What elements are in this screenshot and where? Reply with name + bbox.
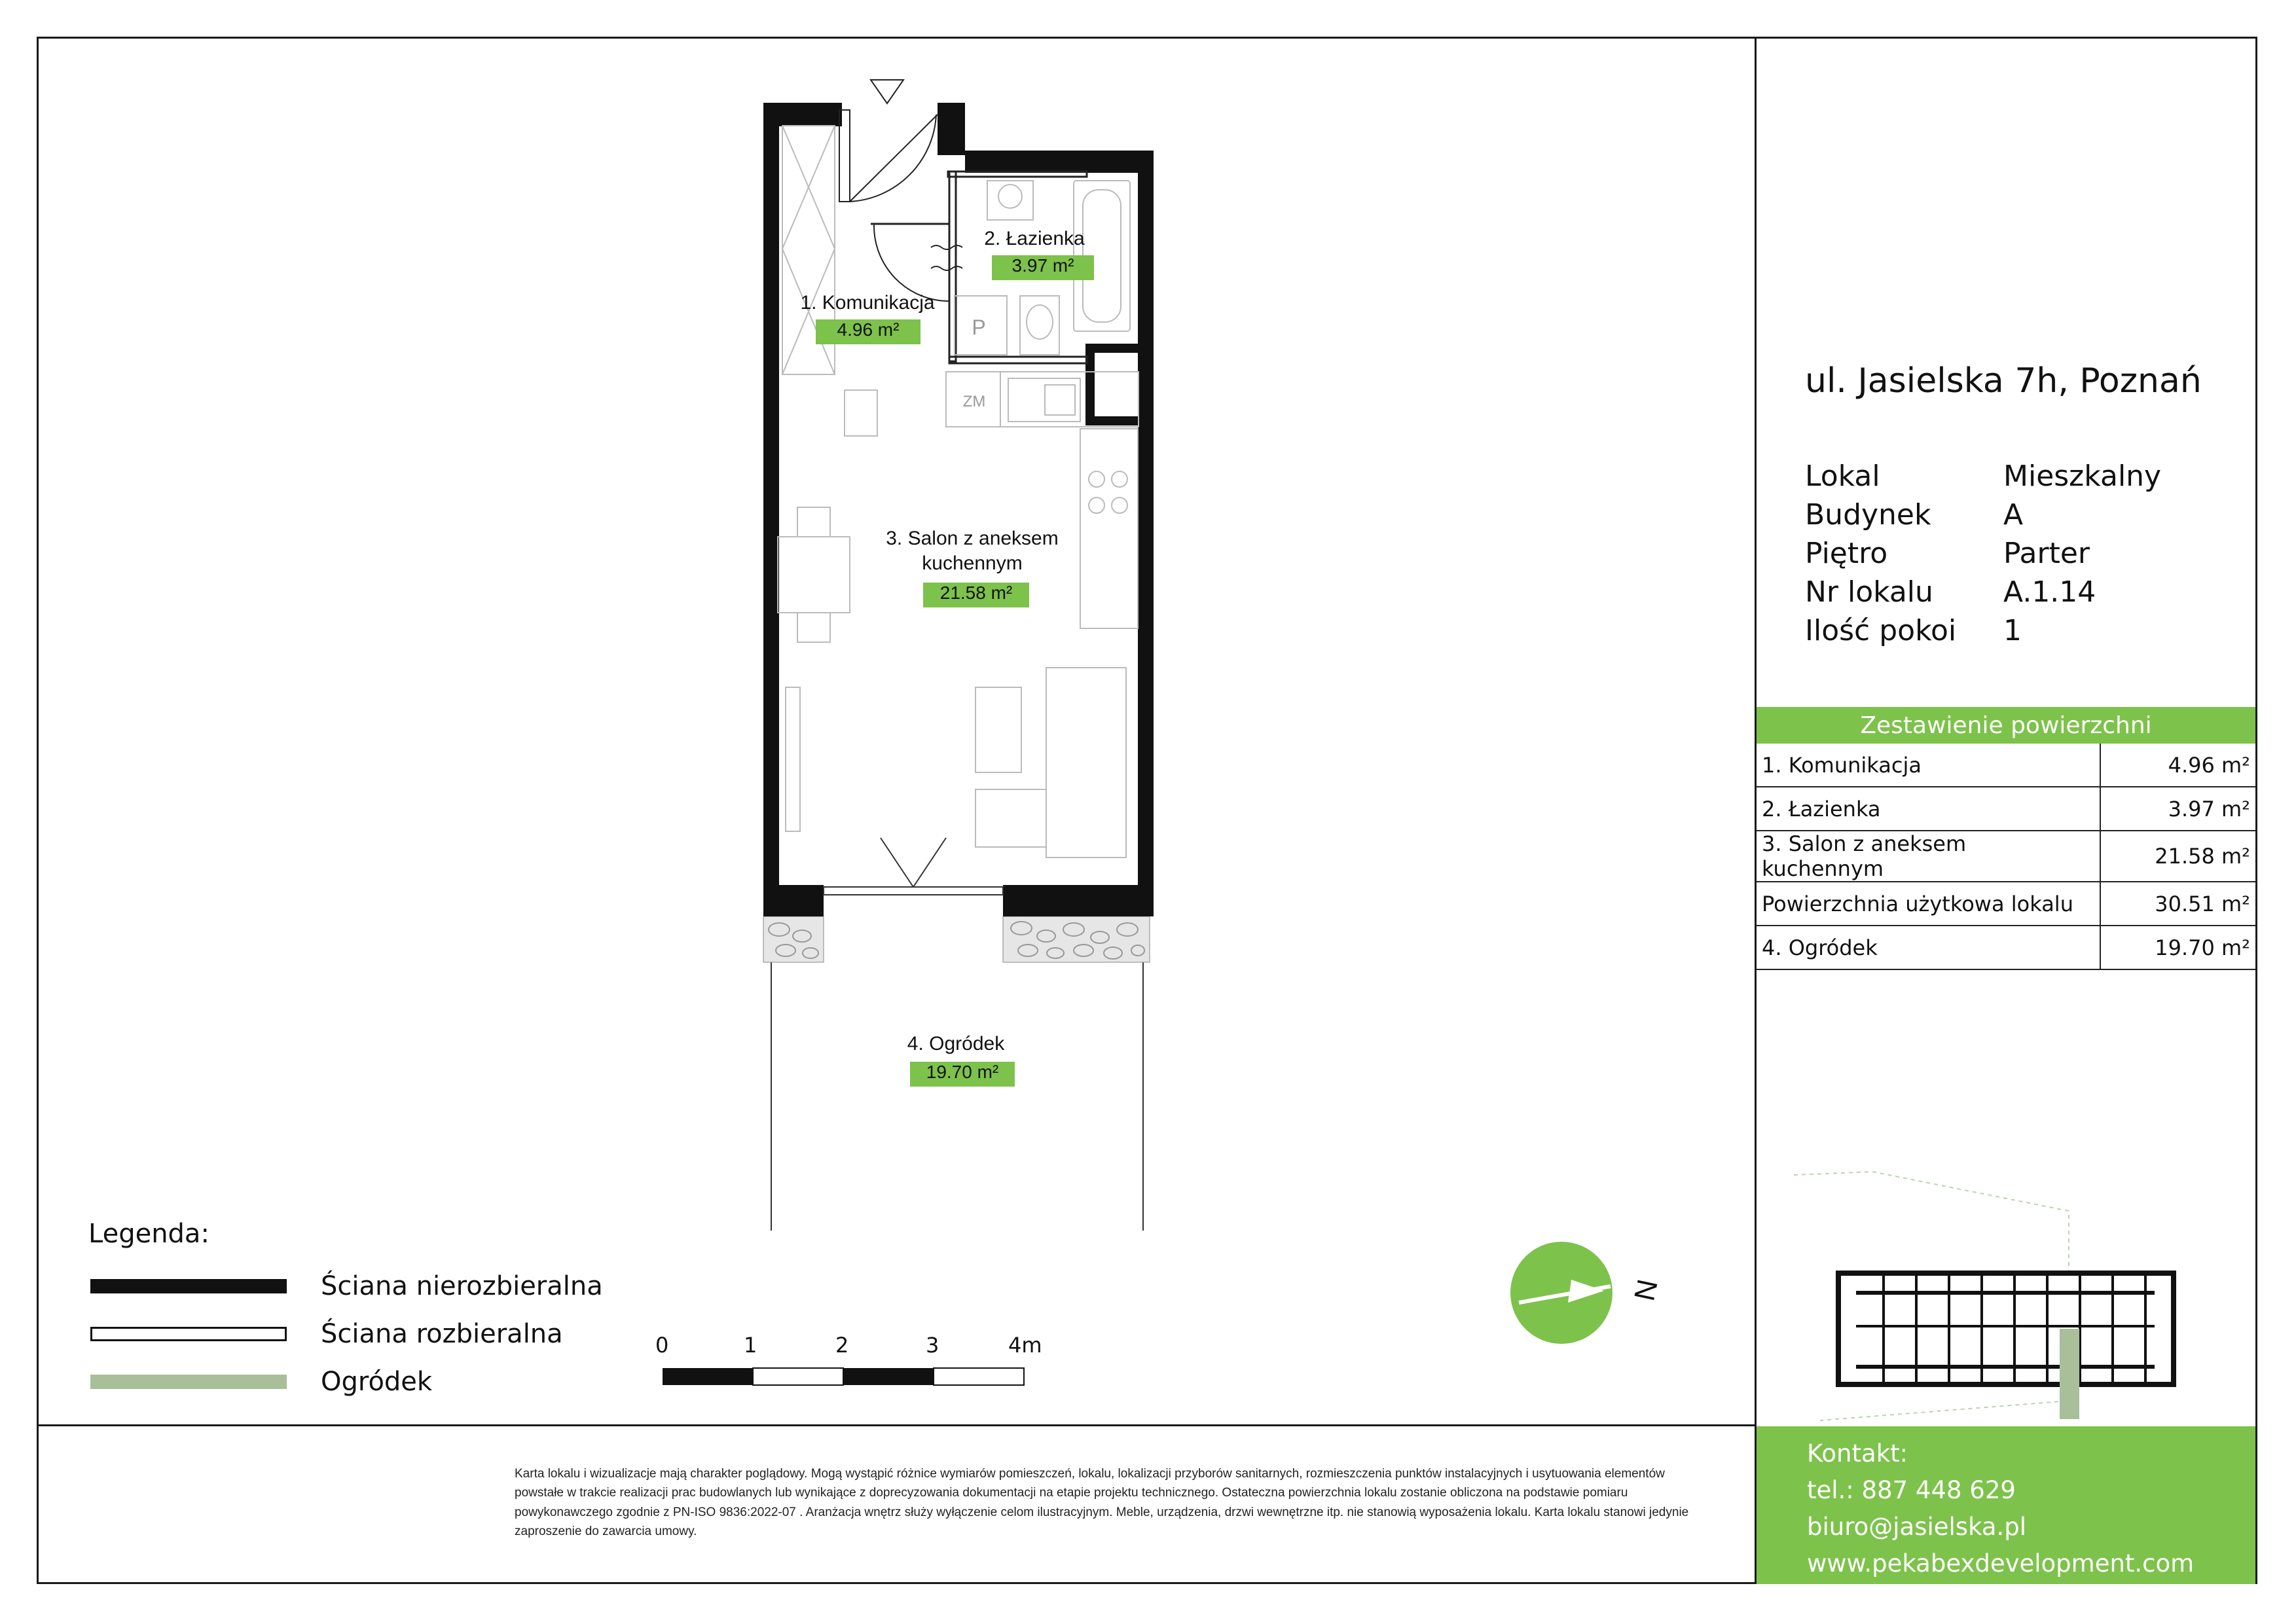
scale-label: 4m [1008, 1333, 1042, 1358]
scale-bar [663, 1368, 1024, 1385]
summary-label: 2. Łazienka [1757, 787, 2100, 831]
summary-value: 30.51 m² [2100, 882, 2255, 926]
table-row [1757, 882, 2255, 926]
summary-value: 21.58 m² [2100, 831, 2255, 882]
info-row [1805, 498, 2161, 537]
legend-item [90, 1367, 432, 1397]
summary-title: Zestawienie powierzchni [1757, 707, 2255, 744]
contact-website[interactable]: www.pekabexdevelopment.com [1807, 1549, 2195, 1578]
info-row [1805, 614, 2161, 653]
summary-value: 19.70 m² [2100, 926, 2255, 969]
apartment-info [1805, 460, 2161, 653]
area-tag-komunikacja: 4.96 m² [816, 319, 920, 344]
bathroom-door [874, 224, 949, 301]
legend-label: Ogródek [321, 1367, 433, 1397]
scale-label: 1 [744, 1333, 757, 1358]
legend-swatch-garden [90, 1375, 287, 1389]
legend-item [90, 1319, 563, 1349]
scale-label: 2 [835, 1333, 849, 1358]
info-value: A [2003, 498, 2024, 532]
sofa [786, 668, 1126, 857]
legend-swatch-partition [90, 1327, 287, 1341]
address: ul. Jasielska 7h, Poznań [1805, 361, 2202, 401]
area-tag-salon: 21.58 m² [923, 583, 1029, 607]
legend-swatch-load-bearing [90, 1279, 287, 1293]
summary-label: 1. Komunikacja [1757, 744, 2100, 787]
summary-value: 3.97 m² [2100, 787, 2255, 831]
info-key: Lokal [1805, 460, 1880, 493]
area-summary-table [1757, 744, 2255, 970]
contact-phone[interactable]: tel.: 887 448 629 [1807, 1476, 2016, 1504]
info-row [1805, 575, 2161, 614]
info-row [1805, 460, 2161, 498]
table-row [1757, 787, 2255, 831]
room-label-salon-line2: kuchennym [922, 552, 1023, 574]
legend-title: Legenda: [88, 1219, 210, 1249]
info-value: A.1.14 [2003, 575, 2096, 609]
info-value: Parter [2003, 537, 2090, 570]
room-label-komunikacja: 1. Komunikacja [800, 292, 935, 314]
table-row [1757, 831, 2255, 882]
table-row [1757, 744, 2255, 787]
entrance-door [839, 80, 938, 202]
scale-label: 3 [926, 1333, 939, 1358]
summary-label: 3. Salon z aneksem kuchennym [1757, 831, 2100, 882]
scale-label: 0 [655, 1333, 669, 1358]
room-label-salon-line1: 3. Salon z aneksem [886, 528, 1059, 549]
contact-title: Kontakt: [1807, 1439, 1908, 1468]
room-label-ogrodek: 4. Ogródek [907, 1033, 1005, 1055]
summary-label: 4. Ogródek [1757, 926, 2100, 969]
contact-box [1757, 1426, 2255, 1584]
washing-machine-label: ZM [962, 393, 986, 410]
bathroom-vent-icon [931, 245, 962, 270]
dining-set [778, 390, 877, 642]
summary-label: Powierzchnia użytkowa lokalu [1757, 882, 2100, 926]
info-key: Piętro [1805, 537, 1888, 570]
room-label-lazienka: 2. Łazienka [984, 228, 1085, 249]
site-key-plan [1794, 1172, 2174, 1420]
compass-icon [1510, 1242, 1613, 1344]
contact-email[interactable]: biuro@jasielska.pl [1807, 1513, 2027, 1541]
compass-north-label: N [1628, 1276, 1664, 1304]
legend-label: Ściana rozbieralna [321, 1319, 563, 1349]
legend-item [90, 1271, 603, 1301]
info-value: 1 [2003, 614, 2022, 647]
disclaimer: Karta lokalu i wizualizacje mają charakter poglądowy. Mogą wystąpić różnice wymiarów pomieszczeń, lokalu, lokalizacji przyborów sanitarnych, rozmieszczenia punktów instalacyjnych i usytuowania elementów powstałe w trakcie realizacji prac budowlanych lub wynikające z doprecyzowania dokumentacji na etapie projektu technicznego. Ostateczna powierzchnia lokalu zostanie obliczona na podstawie pomiaru powykonawczego zgodnie z PN-ISO 9836:2022-07 . Aranżacja wnętrz służy wyłączenie celom ilustracyjnym. Meble, urządzenia, drzwi wewnętrzne itp. nie stanowią wyposażenia lokalu. Karta lokalu stanowi jedynie zaproszenie do zawarcia umowy. [515, 1467, 1689, 1539]
shower-tray-label: P [972, 316, 986, 339]
summary-value: 4.96 m² [2100, 744, 2255, 787]
area-tag-ogrodek: 19.70 m² [910, 1062, 1015, 1087]
info-key: Nr lokalu [1805, 575, 1933, 609]
load-bearing-walls [763, 103, 1154, 916]
info-row [1805, 537, 2161, 575]
info-key: Budynek [1805, 498, 1931, 532]
table-row [1757, 926, 2255, 969]
legend-label: Ściana nierozbieralna [321, 1271, 603, 1301]
area-tag-lazienka: 3.97 m² [992, 255, 1094, 280]
info-key: Ilość pokoi [1805, 614, 1957, 647]
info-value: Mieszkalny [2003, 460, 2162, 493]
